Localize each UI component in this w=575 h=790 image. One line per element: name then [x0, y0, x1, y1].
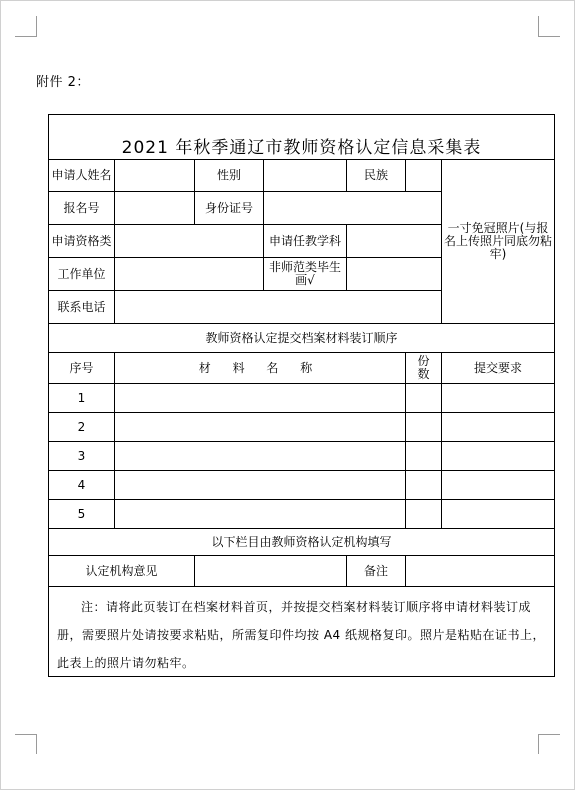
material-row-requirements-4[interactable] [441, 470, 555, 500]
remarks-field[interactable] [405, 555, 555, 587]
material-row-requirements-3[interactable] [441, 441, 555, 471]
material-row-seq-3: 3 [48, 441, 115, 471]
phone-label: 联系电话 [48, 290, 115, 324]
material-row-seq-5: 5 [48, 499, 115, 529]
id-number-field[interactable] [263, 191, 442, 225]
registration-number-field[interactable] [114, 191, 195, 225]
gender-field[interactable] [263, 159, 347, 192]
material-row-seq-4: 4 [48, 470, 115, 500]
form-title: 2021 年秋季通辽市教师资格认定信息采集表 [48, 114, 555, 160]
materials-header-seq: 序号 [48, 352, 115, 384]
material-row-copies-5[interactable] [405, 499, 442, 529]
teaching-subject-field[interactable] [346, 224, 442, 258]
material-row-copies-4[interactable] [405, 470, 442, 500]
certificate-type-field[interactable] [114, 224, 264, 258]
material-row-seq-2: 2 [48, 412, 115, 442]
gender-label: 性别 [194, 159, 264, 192]
material-row-name-3[interactable] [114, 441, 406, 471]
id-number-label: 身份证号 [194, 191, 264, 225]
attachment-label: 附件 2： [36, 75, 90, 90]
info-collection-form [48, 114, 555, 677]
ethnicity-label: 民族 [346, 159, 406, 192]
material-row-requirements-5[interactable] [441, 499, 555, 529]
agency-opinion-field[interactable] [194, 555, 347, 587]
material-row-copies-3[interactable] [405, 441, 442, 471]
material-row-requirements-1[interactable] [441, 383, 555, 413]
phone-field[interactable] [114, 290, 442, 324]
material-row-requirements-2[interactable] [441, 412, 555, 442]
material-row-seq-1: 1 [48, 383, 115, 413]
material-row-copies-1[interactable] [405, 383, 442, 413]
certificate-type-label: 申请资格类 [48, 224, 115, 258]
photo-area[interactable]: 一寸免冠照片(与报名上传照片同底勿粘牢) [441, 159, 555, 324]
name-label: 申请人姓名 [48, 159, 115, 192]
name-field[interactable] [114, 159, 195, 192]
material-row-name-4[interactable] [114, 470, 406, 500]
agency-opinion-label: 认定机构意见 [48, 555, 195, 587]
ethnicity-field[interactable] [405, 159, 442, 192]
form-note: 注：请将此页装订在档案材料首页，并按提交档案材料装订顺序将申请材料装订成册，需要照片处请按要求粘贴，所需复印件均按 A4 纸规格复印。照片是粘贴在证书上，此表上的照片请勿粘牢。 [48, 586, 555, 677]
materials-header-copies: 份数 [405, 352, 442, 384]
non-normal-graduate-label: 非师范类毕生画√ [263, 257, 347, 291]
material-row-copies-2[interactable] [405, 412, 442, 442]
employer-field[interactable] [114, 257, 264, 291]
materials-header-name: 材 料 名 称 [114, 352, 406, 384]
employer-label: 工作单位 [48, 257, 115, 291]
material-row-name-1[interactable] [114, 383, 406, 413]
materials-header-requirements: 提交要求 [441, 352, 555, 384]
agency-section-title: 以下栏目由教师资格认定机构填写 [48, 528, 555, 556]
teaching-subject-label: 申请任教学科 [263, 224, 347, 258]
non-normal-graduate-field[interactable] [346, 257, 442, 291]
material-row-name-5[interactable] [114, 499, 406, 529]
material-row-name-2[interactable] [114, 412, 406, 442]
registration-number-label: 报名号 [48, 191, 115, 225]
materials-section-title: 教师资格认定提交档案材料装订顺序 [48, 323, 555, 353]
remarks-label: 备注 [346, 555, 406, 587]
